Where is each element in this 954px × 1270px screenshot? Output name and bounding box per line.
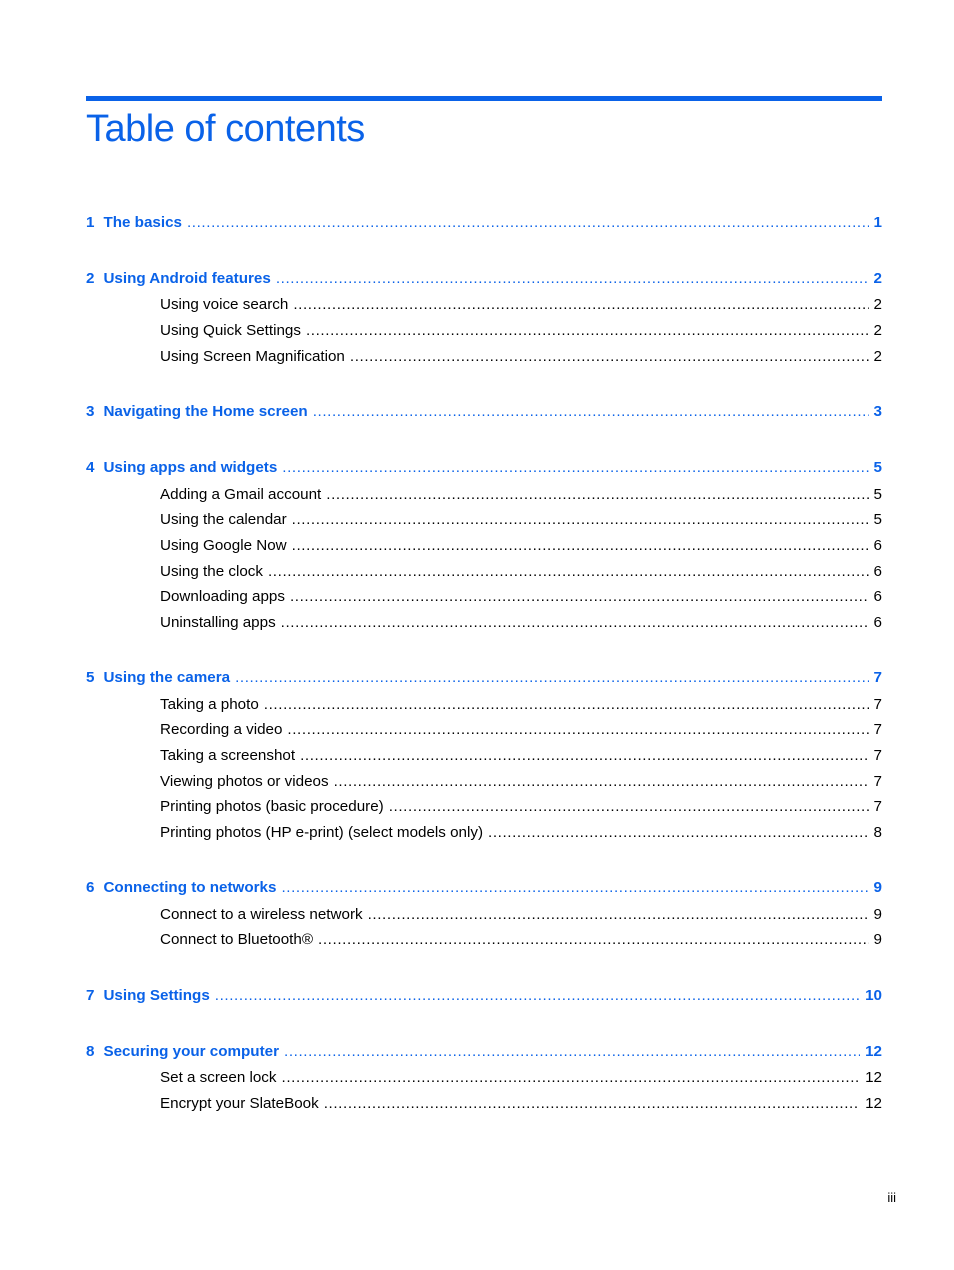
toc-entry-label: Uninstalling apps bbox=[160, 614, 276, 631]
toc-page-number: 12 bbox=[865, 1043, 882, 1060]
dot-leader bbox=[488, 822, 869, 844]
toc-section-entry[interactable] bbox=[160, 320, 882, 342]
toc-page-number: 5 bbox=[873, 511, 882, 528]
page-title: Table of contents bbox=[86, 108, 365, 150]
toc-page-number: 2 bbox=[873, 348, 882, 365]
toc-entry-label: Connecting to networks bbox=[103, 879, 277, 896]
title-rule bbox=[86, 96, 882, 101]
toc-section-entry[interactable] bbox=[160, 561, 882, 583]
toc-section-entry[interactable] bbox=[160, 745, 882, 767]
toc-page-number: 9 bbox=[873, 906, 882, 923]
dot-leader bbox=[290, 586, 869, 608]
toc-entry-label: Using the calendar bbox=[160, 511, 287, 528]
toc-page-number: 9 bbox=[873, 931, 882, 948]
toc-section-entry[interactable] bbox=[160, 719, 882, 741]
dot-leader bbox=[368, 904, 869, 926]
toc-section-entry[interactable] bbox=[160, 929, 882, 951]
toc-chapter-entry[interactable] bbox=[86, 985, 882, 1007]
dot-leader bbox=[264, 694, 869, 716]
toc-chapter-entry[interactable] bbox=[86, 401, 882, 423]
toc-page-number: 3 bbox=[873, 403, 882, 420]
toc-chapter-number: 5 bbox=[86, 669, 95, 686]
toc-entry-label: Printing photos (HP e-print) (select models only) bbox=[160, 824, 484, 841]
toc-entry-label: Using Android features bbox=[103, 270, 271, 287]
toc-entry-label: Encrypt your SlateBook bbox=[160, 1095, 319, 1112]
toc-section-entry[interactable] bbox=[160, 1093, 882, 1115]
toc-chapter-entry[interactable] bbox=[86, 667, 882, 689]
toc-entry-label: Using apps and widgets bbox=[103, 459, 278, 476]
dot-leader bbox=[389, 796, 869, 818]
page-number: iii bbox=[887, 1190, 896, 1205]
toc-section-entry[interactable] bbox=[160, 796, 882, 818]
toc-section-entry[interactable] bbox=[160, 346, 882, 368]
toc-chapter-entry[interactable] bbox=[86, 212, 882, 234]
toc-page-number: 2 bbox=[873, 270, 882, 287]
dot-leader bbox=[284, 1041, 860, 1063]
toc-page-number: 12 bbox=[865, 1095, 882, 1112]
dot-leader bbox=[350, 346, 869, 368]
toc-page-number: 7 bbox=[873, 798, 882, 815]
toc-section-entry[interactable] bbox=[160, 612, 882, 634]
toc-page-number: 7 bbox=[873, 696, 882, 713]
toc-chapter-entry[interactable] bbox=[86, 457, 882, 479]
dot-leader bbox=[300, 745, 868, 767]
toc-page-number: 7 bbox=[873, 669, 882, 686]
toc-chapter-number: 3 bbox=[86, 403, 95, 420]
toc-page-number: 6 bbox=[873, 563, 882, 580]
toc-section-entry[interactable] bbox=[160, 294, 882, 316]
toc-section-entry[interactable] bbox=[160, 484, 882, 506]
toc-section-entry[interactable] bbox=[160, 535, 882, 557]
toc-section-entry[interactable] bbox=[160, 771, 882, 793]
toc-section-entry[interactable] bbox=[160, 694, 882, 716]
toc-page-number: 7 bbox=[873, 747, 882, 764]
toc-page-number: 2 bbox=[873, 296, 882, 313]
toc-chapter-number: 8 bbox=[86, 1043, 95, 1060]
dot-leader bbox=[235, 667, 868, 689]
toc-page-number: 9 bbox=[873, 879, 882, 896]
dot-leader bbox=[282, 457, 868, 479]
toc-page-number: 6 bbox=[873, 588, 882, 605]
toc-chapter-entry[interactable] bbox=[86, 877, 882, 899]
toc-entry-label: Taking a photo bbox=[160, 696, 259, 713]
toc-section-entry[interactable] bbox=[160, 822, 882, 844]
toc-section-entry[interactable] bbox=[160, 586, 882, 608]
toc-entry-label: Adding a Gmail account bbox=[160, 486, 322, 503]
dot-leader bbox=[281, 612, 869, 634]
dot-leader bbox=[292, 535, 869, 557]
toc-entry-label: Securing your computer bbox=[103, 1043, 279, 1060]
toc-entry-label: Taking a screenshot bbox=[160, 747, 296, 764]
toc-entry-label: Using Screen Magnification bbox=[160, 348, 345, 365]
toc-entry-label: Using the camera bbox=[103, 669, 231, 686]
dot-leader bbox=[276, 268, 869, 290]
toc-page-number: 5 bbox=[873, 486, 882, 503]
dot-leader bbox=[187, 212, 869, 234]
dot-leader bbox=[268, 561, 869, 583]
toc-page-number: 12 bbox=[865, 1069, 882, 1086]
dot-leader bbox=[292, 509, 869, 531]
toc-entry-label: Downloading apps bbox=[160, 588, 285, 605]
toc-page-number: 1 bbox=[873, 214, 882, 231]
toc-entry-label: Connect to a wireless network bbox=[160, 906, 363, 923]
toc-page-number: 2 bbox=[873, 322, 882, 339]
toc-page-number: 7 bbox=[873, 721, 882, 738]
toc-entry-label: Printing photos (basic procedure) bbox=[160, 798, 384, 815]
toc-entry-label: Using Quick Settings bbox=[160, 322, 301, 339]
dot-leader bbox=[334, 771, 869, 793]
dot-leader bbox=[215, 985, 860, 1007]
dot-leader bbox=[282, 1067, 861, 1089]
toc-chapter-number: 1 bbox=[86, 214, 95, 231]
toc-chapter-number: 2 bbox=[86, 270, 95, 287]
toc-section-entry[interactable] bbox=[160, 509, 882, 531]
toc-chapter-entry[interactable] bbox=[86, 268, 882, 290]
toc-entry-label: The basics bbox=[103, 214, 182, 231]
toc-entry-label: Using Google Now bbox=[160, 537, 287, 554]
toc-section-entry[interactable] bbox=[160, 1067, 882, 1089]
toc-entry-label: Viewing photos or videos bbox=[160, 773, 329, 790]
toc-page-number: 6 bbox=[873, 614, 882, 631]
toc-entry-label: Connect to Bluetooth® bbox=[160, 931, 314, 948]
dot-leader bbox=[293, 294, 868, 316]
toc-page-number: 7 bbox=[873, 773, 882, 790]
toc-chapter-number: 4 bbox=[86, 459, 95, 476]
toc-page-number: 8 bbox=[873, 824, 882, 841]
toc-entry-label: Using the clock bbox=[160, 563, 263, 580]
dot-leader bbox=[326, 484, 868, 506]
toc-page-number: 10 bbox=[865, 987, 882, 1004]
toc-entry-label: Using Settings bbox=[103, 987, 210, 1004]
toc-page-number: 6 bbox=[873, 537, 882, 554]
dot-leader bbox=[318, 929, 869, 951]
toc-chapter-number: 7 bbox=[86, 987, 95, 1004]
toc-chapter-entry[interactable] bbox=[86, 1041, 882, 1063]
toc-entry-label: Recording a video bbox=[160, 721, 283, 738]
toc-entry-label: Set a screen lock bbox=[160, 1069, 277, 1086]
dot-leader bbox=[313, 401, 869, 423]
toc-page-number: 5 bbox=[873, 459, 882, 476]
toc-entry-label: Navigating the Home screen bbox=[103, 403, 308, 420]
toc-section-entry[interactable] bbox=[160, 904, 882, 926]
dot-leader bbox=[281, 877, 868, 899]
toc-chapter-number: 6 bbox=[86, 879, 95, 896]
dot-leader bbox=[306, 320, 869, 342]
dot-leader bbox=[324, 1093, 860, 1115]
toc-entry-label: Using voice search bbox=[160, 296, 289, 313]
dot-leader bbox=[287, 719, 868, 741]
